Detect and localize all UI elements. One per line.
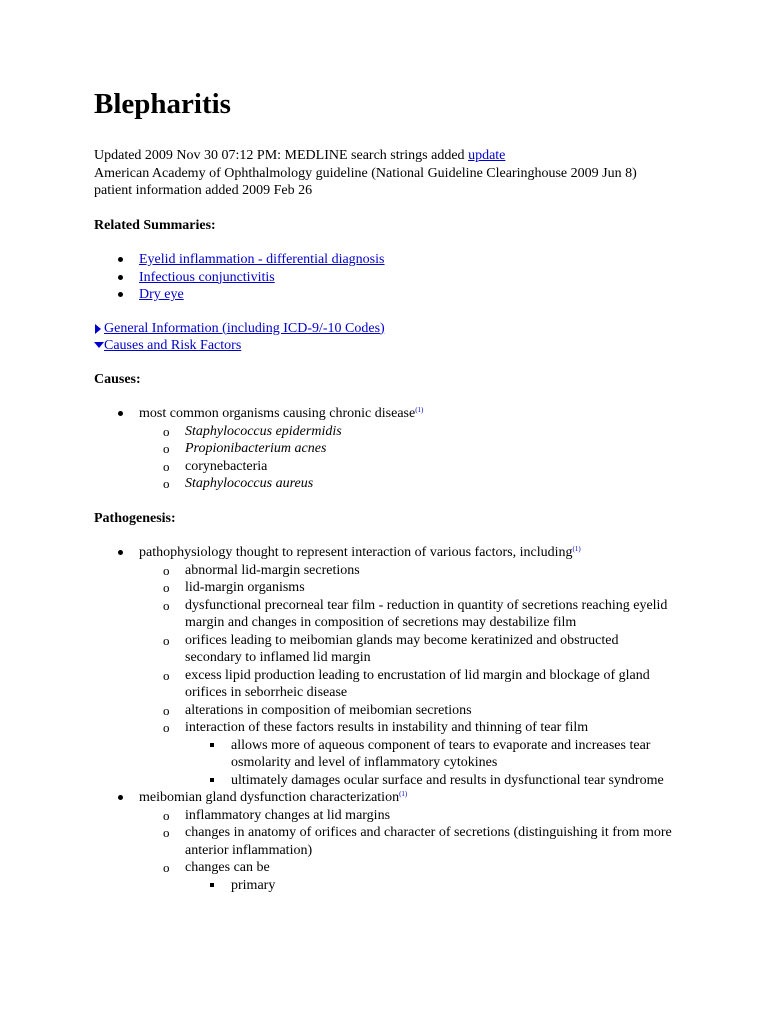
list-item: o abnormal lid-margin secretions	[163, 562, 360, 578]
toggle-causes-risk-factors[interactable]	[94, 337, 768, 355]
expand-arrow-icon	[95, 324, 101, 334]
list-item: o changes can be primary	[139, 859, 674, 894]
toggle-label: Causes and Risk Factors	[104, 338, 242, 353]
reference-link[interactable]: (1)	[399, 790, 408, 798]
list-item: o alterations in composition of meibomian secretions	[163, 702, 472, 718]
characteristics-list	[139, 807, 674, 895]
pathogenesis-heading: Pathogenesis:	[94, 510, 176, 526]
reference-link[interactable]: (1)	[415, 406, 424, 414]
list-item	[94, 269, 768, 287]
list-item	[94, 789, 674, 894]
list-item: o Staphylococcus aureus	[163, 476, 314, 491]
list-item: o Staphylococcus epidermidis	[163, 423, 342, 439]
list-item: o Propionibacterium acnes	[163, 441, 327, 456]
organisms-list	[139, 423, 768, 493]
related-link-eyelid-inflammation[interactable]: Eyelid inflammation - differential diagnosis	[139, 252, 385, 267]
list-item: o corynebacteria	[163, 458, 268, 474]
list-item: o inflammatory changes at lid margins	[163, 807, 391, 823]
update-info	[94, 147, 768, 200]
update-text: Updated 2009 Nov 30 07:12 PM: MEDLINE search strings added	[94, 148, 469, 163]
list-item	[94, 251, 768, 269]
list-item	[94, 286, 768, 304]
list-item: o orifices leading to meibomian glands may become keratinized and obstructed secondary to inflamed lid margin	[163, 632, 619, 665]
pathogenesis-list	[94, 544, 674, 894]
list-item: o excess lipid production leading to encrustation of lid margin and blockage of gland orifices in seborrheic disease	[163, 667, 650, 700]
factors-list	[139, 562, 674, 790]
causes-list	[94, 405, 768, 493]
list-item: o interaction of these factors results in instability and thinning of tear film allows more of aqueous component of tears to evaporate and increases tear osmolarity and level of inflammatory cytokines ultimately damages ocular surface and results in dysfunctional tear syndrome	[139, 719, 674, 789]
related-link-infectious-conjunctivitis[interactable]: Infectious conjunctivitis	[139, 269, 275, 285]
list-item: o changes in anatomy of orifices and character of secretions (distinguishing it from more anterior inflammation)	[163, 825, 672, 858]
list-item: o dysfunctional precorneal tear film - reduction in quantity of secretions reaching eyelid margin and changes in composition of secretions may destabilize film	[163, 597, 668, 630]
reference-link[interactable]: (1)	[572, 545, 581, 553]
causes-heading: Causes:	[94, 371, 141, 387]
meibomian-text: meibomian gland dysfunction characterization	[139, 790, 400, 805]
list-item: allows more of aqueous component of tears to evaporate and increases tear osmolarity and level of inflammatory cytokines	[185, 737, 674, 772]
list-item	[94, 405, 768, 493]
patient-info-line: patient information added 2009 Feb 26	[94, 183, 313, 198]
list-item: primary	[185, 877, 674, 895]
causes-item-text: most common organisms causing chronic disease	[139, 406, 416, 421]
related-link-dry-eye[interactable]: Dry eye	[139, 287, 184, 302]
pathophysiology-text: pathophysiology thought to represent interaction of various factors, including	[139, 545, 573, 560]
related-summaries-list	[94, 251, 768, 304]
toggle-general-information[interactable]	[94, 320, 768, 338]
section-toggles	[94, 320, 768, 355]
related-summaries-heading: Related Summaries:	[94, 217, 216, 233]
list-item	[94, 544, 674, 789]
list-item: o lid-margin organisms	[163, 580, 305, 595]
toggle-label: General Information (including ICD-9/-10 Codes)	[104, 320, 385, 336]
consequences-list	[185, 737, 674, 790]
page-title: Blepharitis	[94, 88, 231, 120]
list-item: ultimately damages ocular surface and results in dysfunctional tear syndrome	[185, 772, 674, 790]
update-line	[94, 147, 768, 165]
change-types-list	[185, 877, 674, 895]
collapse-arrow-icon	[94, 342, 104, 348]
guideline-line: American Academy of Ophthalmology guideline (National Guideline Clearinghouse 2009 Jun 8)	[94, 165, 637, 181]
update-link[interactable]: update	[468, 148, 506, 163]
